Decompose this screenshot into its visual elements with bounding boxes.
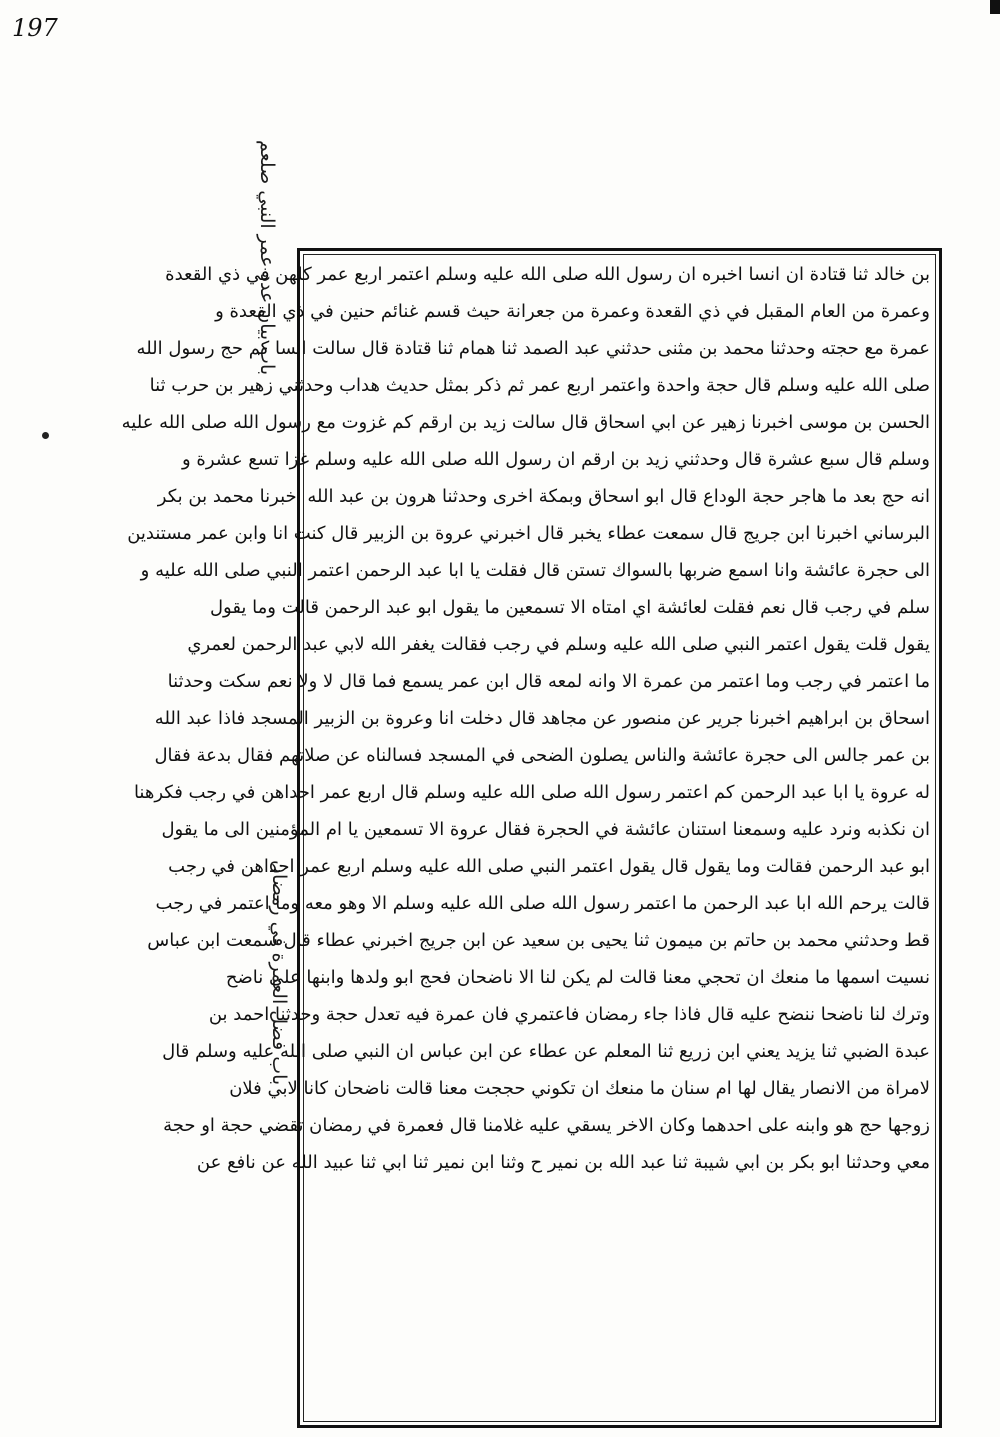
text-line: له عروة يا ابا عبد الرحمن كم اعتمر رسول الله صلى الله عليه وسلم قال اربع عمر احداهن في رجب فكرهنا	[133, 782, 930, 803]
text-line: قالت يرحم الله ابا عبد الرحمن ما اعتمر رسول الله صلى الله عليه وسلم الا وهو معه وما اعتمر في رجب	[155, 893, 930, 914]
text-line: بن خالد ثنا قتادة ان انسا اخبره ان رسول الله صلى الله عليه وسلم اعتمر اربع عمر كلهن في ذي القعدة	[165, 264, 930, 285]
text-line: بن عمر جالس الى حجرة عائشة والناس يصلون الضحى في المسجد فسالناه عن صلاتهم فقال بدعة فقال	[154, 745, 930, 766]
margin-ink-dot	[42, 432, 49, 439]
margin-note-top: باب بيان عدد عمر النبي صلعم	[256, 140, 278, 376]
text-line: وترك لنا ناضحا ننضح عليه قال فاذا جاء رمضان فاعتمري فان عمرة فيه تعدل حجة وحدثنا احمد بن	[208, 1004, 930, 1025]
text-line: اسحاق بن ابراهيم اخبرنا جرير عن منصور عن مجاهد قال دخلت انا وعروة بن الزبير المسجد فاذا عبد الله	[154, 708, 930, 729]
text-line: الحسن بن موسى اخبرنا زهير عن ابي اسحاق قال سالت زيد بن ارقم كم غزوت مع رسول الله صلى الله عليه	[121, 412, 930, 433]
text-line: عبدة الضبي ثنا يزيد يعني ابن زريع ثنا المعلم عن عطاء عن ابن عباس ان النبي صلى الله عليه وسلم قال	[162, 1041, 930, 1062]
text-line: لامراة من الانصار يقال لها ام سنان ما منعك ان تكوني حججت معنا قالت ناضحان كانا لابي فلان	[229, 1078, 930, 1099]
margin-note-bottom: باب فضل العمرة في رمضان	[268, 860, 290, 1086]
text-line: سلم في رجب قال نعم فقلت لعائشة اي امتاه الا تسمعين ما يقول ابو عبد الرحمن قالت وما يقول	[209, 597, 930, 618]
text-line: عمرة مع حجته وحدثنا محمد بن مثنى حدثني عبد الصمد ثنا همام ثنا قتادة قال سالت انسا كم حج رسول الله	[136, 338, 930, 359]
text-line: صلى الله عليه وسلم قال حجة واحدة واعتمر اربع عمر ثم ذكر بمثل حديث هداب وحدثني زهير بن حرب ثنا	[149, 375, 930, 396]
text-line: انه حج بعد ما هاجر حجة الوداع قال ابو اسحاق وبمكة اخرى وحدثنا هرون بن عبد الله اخبرنا محمد بن بكر	[157, 486, 930, 507]
text-line: قط وحدثني محمد بن حاتم بن ميمون ثنا يحيى بن سعيد عن ابن جريج اخبرني عطاء قال سمعت ابن عباس	[147, 930, 930, 951]
text-line: وسلم قال سبع عشرة قال وحدثني زيد بن ارقم ان رسول الله صلى الله عليه وسلم غزا تسع عشرة و	[181, 449, 930, 470]
text-line: ان نكذبه ونرد عليه وسمعنا استنان عائشة في الحجرة فقال عروة الا تسمعين يا ام المؤمنين الى ما يقول	[161, 819, 930, 840]
text-line: نسيت اسمها ما منعك ان تحجي معنا قالت لم يكن لنا الا ناضحان فحج ابو ولدها وابنها على ناضح	[225, 967, 930, 988]
corner-ink-mark	[990, 0, 1000, 14]
text-line: يقول قلت يقول اعتمر النبي صلى الله عليه وسلم في رجب فقالت يغفر الله لابي عبد الرحمن لعمري	[187, 634, 930, 655]
text-line: وعمرة من العام المقبل في ذي القعدة وعمرة من جعرانة حيث قسم غنائم حنين في ذي القعدة و	[215, 301, 930, 322]
text-line: ما اعتمر في رجب وما اعتمر من عمرة الا وانه لمعه قال ابن عمر يسمع فما قال لا ولا نعم سكت وحدثنا	[167, 671, 930, 692]
text-line: معي وحدثنا ابو بكر بن ابي شيبة ثنا عبد الله بن نمير ح وثنا ابن نمير ثنا ابي ثنا عبيد الله عن نافع عن	[196, 1152, 930, 1173]
text-line: البرساني اخبرنا ابن جريج قال سمعت عطاء يخبر قال اخبرني عروة بن الزبير قال كنت انا وابن عمر مستندين	[127, 523, 930, 544]
folio-number: 197	[12, 14, 58, 42]
text-line: ابو عبد الرحمن فقالت وما يقول قال يقول اعتمر النبي صلى الله عليه وسلم اربع عمر احداهن في رجب	[168, 856, 930, 877]
text-line: زوجها حج هو وابنه على احدهما وكان الاخر يسقي عليه غلامنا قال فعمرة في رمضان تقضي حجة او حجة	[163, 1115, 930, 1136]
text-line: الى حجرة عائشة وانا اسمع ضربها بالسواك تستن قال فقلت يا ابا عبد الرحمن اعتمر النبي صلى الله عليه و	[140, 560, 930, 581]
